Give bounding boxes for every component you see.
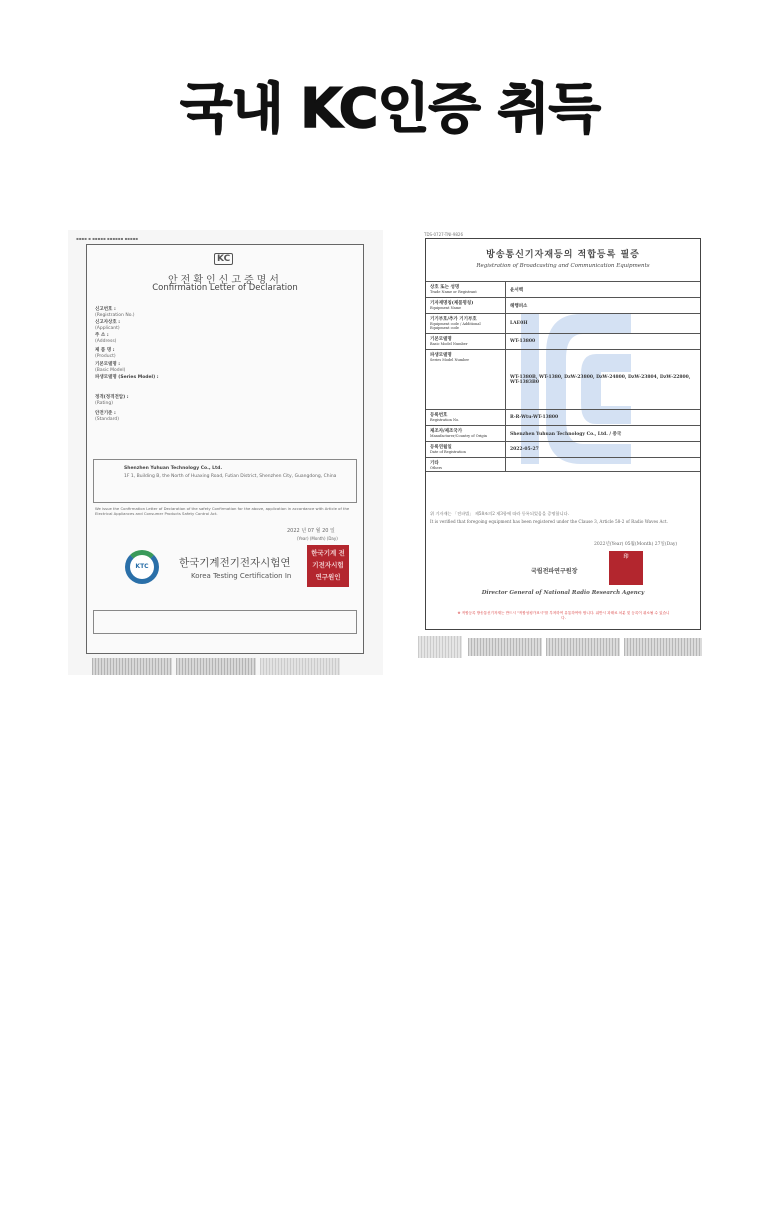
official-seal: 한국기계 전기전자시험 연구원인 — [307, 545, 349, 587]
certificate-field — [95, 320, 120, 331]
manufacturer-box — [93, 459, 357, 503]
field-label: 신고번호 : — [95, 307, 116, 312]
field-sublabel: (Address) — [95, 338, 117, 344]
row-value: LAE0H — [510, 321, 528, 326]
issuer-name-ko: 한국기계전기전자시험연 — [179, 557, 291, 569]
field-label: 안전기준 : — [95, 411, 116, 416]
notes-box — [93, 610, 357, 634]
ktc-logo: KTC — [125, 550, 159, 584]
issue-date: 2022 년 07 월 20 일 — [287, 528, 335, 534]
scan-strip — [624, 638, 702, 656]
field-sublabel: (Standard) — [95, 416, 119, 422]
kc-safety-certificate-image: ▪▪▪▪ ▪ ▪▪▪▪▪ ▪▪▪▪▪▪ ▪▪▪▪▪ KC 안전확인신고증명서 Confirmation Letter of Declaration 신고번호 : (Registration No.) 신고자상호 : (Applicant) 주 소 : (Address) 제 품 명 : (Product) 기본모델명 : (Basic Model) 파생모델명 (Series Model) : 정격(정격전압) : (Rating) 안전기준 : (Standard) Shenzhen Yuhuan Technology Co., Ltd. 1F 1, Building B, the North of Huaxing Road, Futian District, Shenzhen City, Guangdong, China We issue the Confirmation Letter of Declaration of the safety Confirmation for the above, application in accordance with Article of the Electrical Appliances and Consumer Products Safety Control Act. 2022 년 07 월 20 일 (Year) (Month) (Day) KTC 한국기계전기전자시험연 Korea Testing Certification In 한국기계 전기전자시험 연구원인 — [68, 230, 383, 675]
field-label: 신고자상호 : — [95, 320, 121, 325]
issuer-name-en: Director General of National Radio Research Agency — [481, 590, 645, 596]
table-row — [426, 350, 700, 410]
field-sublabel: (Basic Model) — [95, 367, 126, 373]
page-title: 국내 KC인증 취득 — [180, 77, 600, 140]
field-label: 파생모델명 (Series Model) : — [95, 375, 159, 380]
statement-ko: 위 기자재는 「전파법」 제58조의2 제3항에 따라 등록되었음을 증명합니다. — [430, 511, 569, 516]
manufacturer-address: 1F 1, Building B, the North of Huaxing Road, Futian District, Shenzhen City, Guangdong, China — [124, 474, 337, 479]
row-value: 헤행퍼소 — [510, 303, 528, 309]
field-label: 기본모델명 : — [95, 362, 121, 367]
manufacturer-name: Shenzhen Yuhuan Technology Co., Ltd. — [124, 466, 223, 471]
row-label: 기타 Others — [426, 458, 506, 471]
issuer-name-ko: 국립전파연구원장 — [531, 568, 578, 575]
row-value — [506, 458, 700, 471]
issuer-name-en: Korea Testing Certification In — [191, 572, 292, 580]
row-label: 파생모델명 Series Model Number — [426, 350, 506, 409]
table-row — [426, 334, 700, 350]
certificate-title-ko: 방송통신기자재등의 적합등록 필증 — [486, 250, 640, 260]
table-row — [426, 458, 700, 472]
row-value: Shenzhen Yuhuan Technology Co., Ltd. / 중국 — [510, 431, 622, 437]
certificate-field — [95, 375, 159, 381]
field-label: 주 소 : — [95, 333, 109, 338]
document-number: TDS-0727-TNI-9826 — [424, 232, 463, 237]
row-value: WT-13800 — [510, 339, 536, 344]
scan-strip — [546, 638, 620, 656]
registration-table — [426, 281, 700, 472]
row-label: 기기부호/추가 기기부호 Equipment code / Additional Equipment code — [426, 314, 506, 333]
row-label: 등록연월일 Date of Registration — [426, 442, 506, 457]
field-sublabel: (Rating) — [95, 400, 114, 406]
issue-date: 2022년(Year) 05월(Month) 27일(Day) — [594, 542, 678, 547]
table-row — [426, 426, 700, 442]
official-seal-icon: 印 — [609, 551, 643, 585]
radio-registration-certificate-image — [418, 232, 706, 662]
certificate-field — [95, 333, 116, 344]
table-row — [426, 314, 700, 334]
field-sublabel: (Applicant) — [95, 325, 120, 331]
field-label: 정격(정격전압) : — [95, 395, 129, 400]
certificate-title-ko: 안전확인신고증명서 — [168, 275, 282, 286]
row-label: 기자재명칭(제품명칭) Equipment Name — [426, 298, 506, 313]
row-label: 제조자/제조국가 Manufacturer/Country of Origin — [426, 426, 506, 441]
scan-strip — [92, 658, 172, 675]
row-value: 윤서백 — [510, 287, 524, 293]
certificate-field — [95, 307, 135, 318]
certificate-field — [95, 362, 125, 373]
row-value: R-R-Wtu-WT-13800 — [510, 415, 559, 420]
scan-strip — [260, 658, 340, 675]
certificate-field — [95, 395, 129, 406]
row-value: 2022-05-27 — [510, 447, 539, 452]
issue-date-en: (Year) (Month) (Day) — [297, 536, 338, 541]
table-row — [426, 298, 700, 314]
field-label: 제 품 명 : — [95, 348, 115, 353]
qr-code-icon — [418, 636, 462, 658]
certificate-statement: We issue the Confirmation Letter of Declaration of the safety Confirmation for the above, application in accordance with Article of the Electrical Appliances and Consumer Products Safety Control Act. — [95, 506, 350, 516]
table-row — [426, 442, 700, 458]
certificate-field — [95, 348, 116, 359]
table-row — [426, 282, 700, 298]
scan-strip — [468, 638, 542, 656]
statement-en: It is verified that foregoing equipment has been registered under the Clause 3, Article 58-2 of Radio Waves Act. — [430, 519, 668, 524]
scan-strip — [176, 658, 256, 675]
row-label: 기본모델명 Basic Model Number — [426, 334, 506, 349]
certificate-field — [95, 411, 119, 422]
field-sublabel: (Registration No.) — [95, 312, 135, 318]
table-row — [426, 410, 700, 426]
row-label: 상호 또는 성명 Trade Name or Registrant — [426, 282, 506, 297]
row-label: 등록번호 Registration No. — [426, 410, 506, 425]
row-value: WT-1380B, WT-1380, DzW-23800, DzW-24800, DzW-23804, DzW-22800, WT-1383B0 — [510, 374, 691, 385]
certificate-title-en: Registration of Broadcasting and Communication Equipments — [476, 263, 650, 269]
notice: ※ 적합등록 방송통신기자재는 반드시 "적합성평가표시"를 부착하여 유통하여야 합니다. 위반시 과태료 처분 및 등록이 취소될 수 있습니다. — [457, 611, 670, 620]
kc-logo: KC — [214, 253, 233, 265]
certificate-title-en: Confirmation Letter of Declaration — [152, 283, 298, 293]
field-sublabel: (Product) — [95, 353, 116, 359]
